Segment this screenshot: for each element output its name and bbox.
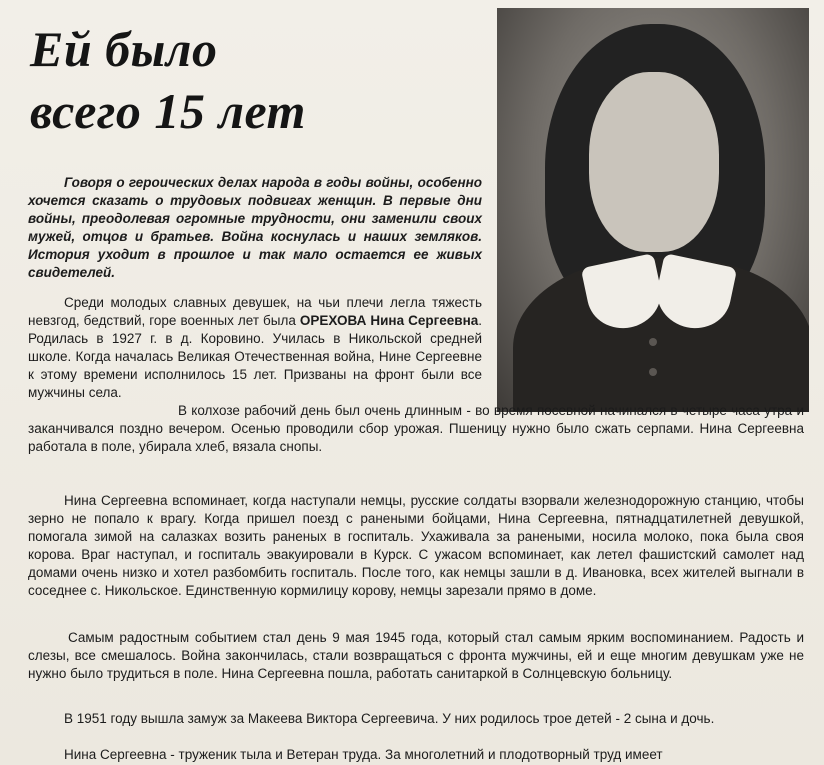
- article-title: [30, 18, 450, 142]
- photo-face-shape: [589, 72, 719, 252]
- paragraph-1-start: Среди молодых славных девушек, на чьи плечи легла тяжесть невзгод, бедствий, горе военных лет была: [28, 295, 482, 328]
- photo-button: [649, 338, 657, 346]
- paragraph-1-rest: . Родилась в 1927 г. в д. Коровино. Училась в Никольской средней школе. Когда началась Великая Отечественная война, Нине Сергеевне к этому времени исполнилось 15 лет. Призваны на фронт были все мужчины села.: [28, 313, 482, 400]
- paragraph-3: Самым радостным событием стал день 9 мая 1945 года, который стал самым ярким воспоминанием. Радость и слезы, все смешалось. Война закончилась, стали возвращаться с фронта мужчины, ей и еще многим девушкам уже не нужно было трудиться в поле. Нина Сергеевна пошла, работать санитаркой в Солнцевскую больницу.: [28, 630, 804, 681]
- heroine-name: ОРЕХОВА Нина Сергеевна: [299, 313, 479, 328]
- paragraph-1-continued: В колхозе рабочий день был очень длинным - во время посевной начинался в четыре часа утра и заканчивался поздно вечером. Осенью проводили сбор урожая. Пшеницу нужно было сжать серпами. Нина Сергеевна работала в поле, убирала хлеб, вязала снопы.: [28, 403, 804, 454]
- title-line-1: Ей было: [30, 21, 218, 77]
- paragraph-4: В 1951 году вышла замуж за Макеева Виктора Сергеевича. У них родилось трое детей - 2 сына и дочь.: [64, 711, 715, 726]
- title-line-2: всего 15 лет: [30, 83, 306, 139]
- article-lead: Говоря о героических делах народа в годы войны, особенно хочется сказать о трудовых подвигах женщин. В первые дни войны, преодолевая огромные трудности, они заменили своих мужей, отцов и братьев. Война коснулась и наших земляков. История уходит в прошлое и так мало остается ее живых свидетелей.: [28, 175, 482, 280]
- paragraph-2: Нина Сергеевна вспоминает, когда наступали немцы, русские солдаты взорвали железнодорожную станцию, чтобы зерно не попало к врагу. Когда пришел поезд с ранеными бойцами, Нина Сергеевна, пятнадцатилетней девушкой, помогала зимой на салазках возить раненых в госпиталь. Ухаживала за ранеными, носила молоко, пока была своя корова. Враг наступал, и госпиталь эвакуировали в Курск. С ужасом вспоминает, как летел фашистский самолет над домами очень низко и хотел разбомбить госпиталь. После того, как немцы зашли в д. Ивановка, всех жителей выгнали в соседнее с. Никольское. Единственную кормилицу корову, немцы зарезали прямо в доме.: [28, 493, 804, 598]
- paragraph-5: Нина Сергеевна - труженик тыла и Ветеран труда. За многолетний и плодотворный труд имеет: [64, 747, 663, 762]
- paragraph-1: [28, 294, 482, 402]
- portrait-photo: [497, 8, 809, 412]
- photo-button: [649, 368, 657, 376]
